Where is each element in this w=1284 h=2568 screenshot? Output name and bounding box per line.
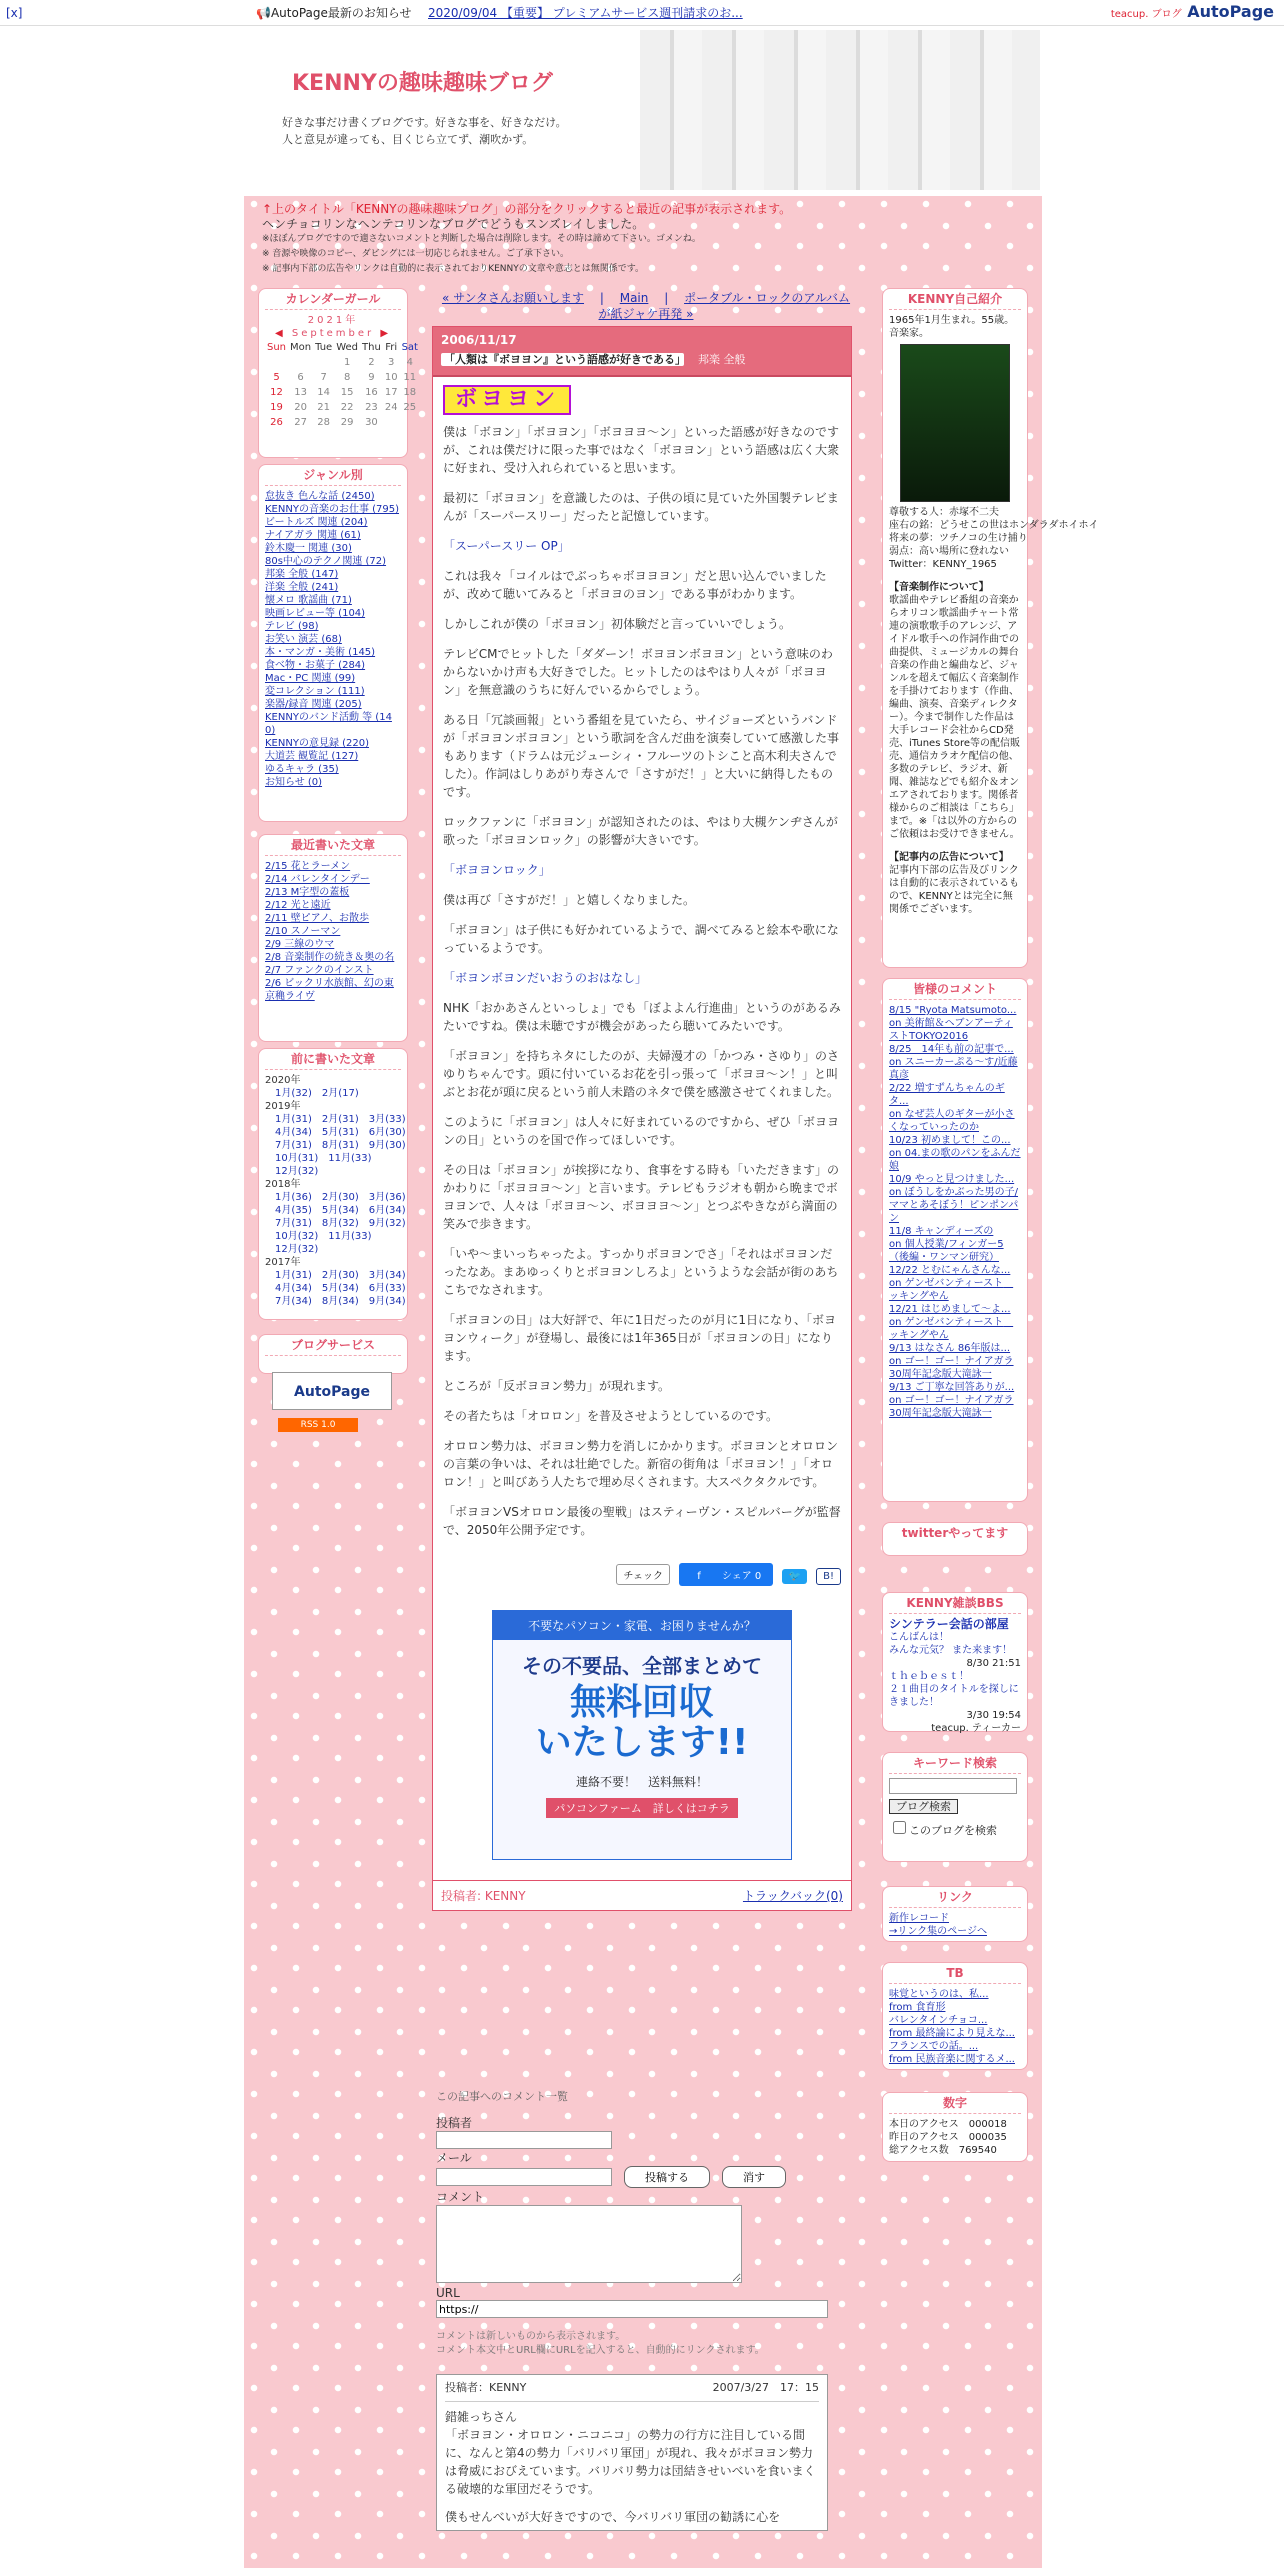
calendar-day (265, 355, 288, 370)
url-input[interactable] (436, 2300, 828, 2318)
post-navigation (436, 290, 856, 322)
calendar-day[interactable]: 8 (343, 372, 351, 383)
counter-yesterday-label: 昨日のアクセス (889, 2132, 959, 2143)
post-paragraph: 「ボヨヨンVSオロロン最後の聖戦」はスティーヴン・スピルバーグが監督で、2050年公開予定です。 (443, 1505, 841, 1537)
genre-item[interactable]: ビートルズ 関連 (204) (265, 517, 368, 528)
notice-line3: ※ほぼんブログですので適さないコメントと判断した場合は削除します。その時は諦めて下さい。ゴメンね。 (262, 234, 701, 244)
genre-item[interactable]: お知らせ (0) (265, 777, 323, 788)
mail-row (436, 2166, 846, 2188)
header-guitar-image (640, 30, 1040, 190)
archive-row: 10月(31) 11月(33) (275, 1153, 372, 1164)
calendar-day[interactable]: 19 (270, 402, 283, 413)
autopage-notice[interactable] (256, 0, 412, 26)
search-box (882, 1752, 1028, 1862)
blog-title[interactable]: KENNYの趣味趣味ブログ (292, 71, 553, 96)
post-paragraph: 「ボヨヨンの日」は大好評で、年に1日だったのが月に1日になり、「ボヨヨンウィーク」が登場し、最後には1年365日が「ボヨヨンの日」になります。 (443, 1313, 837, 1363)
genre-item[interactable]: 鈴木慶一 関連 (30) (265, 543, 352, 554)
genre-item[interactable]: 楽器/録音 関連 (205) (265, 699, 362, 710)
recent-post-item[interactable]: 2/10 スノーマン (265, 926, 341, 937)
recent-comment-item[interactable]: 9/13 ご丁寧な回答ありが... (889, 1382, 1015, 1393)
recent-post-item[interactable]: 2/6 ビックリ水族館、幻の東京穐ライヴ (265, 978, 394, 1002)
bio-line: 将来の夢：ツチノコの生け捕り (889, 533, 1028, 544)
recent-comments-title: 皆様のコメント (889, 983, 1021, 1000)
autopage-logo-prefix: teacup. ブログ (1110, 9, 1182, 20)
calendar-week (265, 370, 420, 385)
twitter-box[interactable] (882, 1522, 1028, 1556)
calendar-day[interactable]: 3 (388, 357, 395, 368)
bbs-box (882, 1592, 1028, 1732)
recent-comments-list (889, 1004, 1021, 1420)
counter-total-value: 769540 (958, 2145, 997, 2156)
clear-comment-button[interactable]: 消す (722, 2166, 786, 2188)
submit-comment-button[interactable]: 投稿する (624, 2166, 710, 2188)
post-paragraph: オロロン勢力は、ボヨヨン勢力を消しにかかります。ボヨヨンとオロロンの言葉の争いは、それは壮絶でした。新宿の街角は「ボヨヨン！」「オロロン！」と叫びあう人たちで埋め尽くされます。大スペクタクルです。 (443, 1439, 839, 1489)
calendar-day[interactable]: 18 (403, 387, 417, 398)
profile-photo (900, 344, 1010, 502)
calendar-day[interactable]: 28 (317, 417, 331, 428)
genre-item[interactable]: 変コレクション (111) (265, 686, 365, 697)
calendar-day[interactable]: 5 (273, 372, 280, 383)
blog-description-line2: 人と意見が違っても、目くじら立てず、潮吹かず。 (282, 133, 534, 146)
share-bar (433, 1559, 851, 1590)
weekday-label: Sun (267, 342, 287, 353)
calendar-day[interactable]: 23 (365, 402, 378, 413)
profile-title: KENNY自己紹介 (889, 293, 1021, 310)
genre-item[interactable]: ゆるキャラ (35) (265, 764, 339, 775)
recent-comment-item[interactable]: 11/8 キャンディーズの (889, 1226, 994, 1237)
music-section-text: 歌謡曲やテレビ番組の音楽からオリコン歌謡曲チャート常連の演歌歌手のアレンジ、アイドル歌手への作詞作曲での曲提供、ミュージカルの舞台音楽の作曲と編曲など、ジャンルを超えて幅広く音楽制作を手掛けております（作曲、編曲、演奏、音楽ディレクター）。今まで制作した作品は大手レコード会社からCD発売、iTunes Store等の配信販売、通信カラオケ配信の他、多数のテレビ、ラジオ、新聞、雑誌などでも紹介＆オンエアされております。関係者様からのご相談は「こちら」まで。※「は以外の方からのご依頼はお受けできません。 (889, 595, 1021, 840)
calendar-day (383, 415, 400, 430)
archive-row: 2018年 (265, 1179, 301, 1190)
rss-badge[interactable]: RSS 1.0 (278, 1418, 358, 1432)
blog-description (282, 114, 622, 148)
genre-item[interactable]: KENNYの意見録 (220) (265, 738, 370, 749)
post-paragraph: ところが「反ボヨヨン勢力」が現れます。 (443, 1379, 671, 1393)
recent-comment-item[interactable]: on なぜ芸人のギターが小さくなっていったのか (889, 1109, 1015, 1133)
ad-head: 不要なパソコン・家電、お困りませんか？ (493, 1611, 791, 1640)
post-title: 「人類は『ボヨヨン』という語感が好きである」 (441, 353, 684, 366)
recent-post-item[interactable]: 2/7 ファンクのインスト (265, 965, 374, 976)
links-title: リンク (889, 1891, 1021, 1908)
recent-post-item[interactable]: 2/9 三線のウマ (265, 939, 335, 950)
ad-line2: 無料回収 (569, 1682, 714, 1723)
boyoyon-logo-image: ボヨヨン (443, 385, 571, 415)
trackback-title: TB (889, 1967, 1021, 1984)
megaphone-icon: 📢 (256, 6, 271, 20)
post-category[interactable]: 邦楽 全般 (698, 353, 746, 366)
post-paragraph: その日は「ボヨヨン」が挨拶になり、食事をする時も「いただきます」のかわりに「ボヨヨヨ～ン」と言います。テレビもラジオも朝から晩までボヨヨンで、人々は「ボヨヨ～ン、ボヨヨヨ～ン」とつぶやきながら満面の笑みで歩きます。 (443, 1163, 840, 1231)
comment-notes (436, 2330, 846, 2358)
weekday-label: Sat (401, 342, 418, 353)
calendar-table (265, 340, 420, 430)
post-paragraph: 最初に「ボヨヨン」を意識したのは、子供の頃に見ていた外国製テレビまんが「スーパースリー」だったと記憶しています。 (443, 491, 839, 523)
calendar-month: September (291, 328, 375, 339)
genre-item[interactable]: 邦楽 全般 (147) (265, 569, 339, 580)
blog-service-box (258, 1334, 408, 1374)
link-item[interactable]: 新作レコード (889, 1913, 949, 1924)
counter-title: 数字 (889, 2097, 1021, 2114)
weekday-label: Wed (336, 342, 359, 353)
post-paragraph: 僕は「ボヨン」「ボヨヨン」「ボヨヨヨ～ン」といった語感が好きなのですが、これは僕だけに限った事ではなく「ボヨヨン」という語感は広く大衆に好まれ、受け入れられていると思います。 (443, 425, 840, 475)
calendar-day[interactable]: 2 (368, 357, 375, 368)
recent-comment-item[interactable]: on 04.まの歌のパンをふんだ娘 (889, 1148, 1021, 1172)
bio-line: Twitter：KENNY_1965 (889, 559, 997, 570)
search-this-blog-label: このブログを検索 (909, 1823, 997, 1837)
trackback-item[interactable]: from 最終論により見えな... (889, 2028, 1015, 2039)
genre-item[interactable]: KENNYの音楽のお仕事 (795) (265, 504, 400, 515)
calendar-weekdays (265, 340, 420, 355)
search-this-blog (889, 1818, 1021, 1837)
ad-line3: いたします!! (535, 1722, 749, 1763)
comment-body-line: 錯雑っちさん (445, 2410, 518, 2424)
archive-row: 1月(31) 2月(31) 3月(33) (275, 1114, 406, 1125)
genre-box (258, 464, 408, 822)
name-input[interactable] (436, 2131, 612, 2149)
close-topbar-button[interactable]: [x] (6, 6, 23, 20)
nav-separator: | (587, 291, 616, 305)
calendar-day[interactable]: 15 (340, 387, 354, 398)
post-paragraph: 僕は再び「さすがだ！」と嬉しくなりました。 (443, 893, 696, 907)
calendar-day[interactable]: 10 (384, 372, 398, 383)
post-paragraph: テレビCMでヒットした「ダダーン！ボヨヨンボヨヨン」という意味のわからないかけ声も大好きでした。ヒットしたのはやはり人々が「ボヨヨン」を無意識のうちに好んでいるからでしょう。 (443, 647, 833, 697)
comment-date: 2007/3/27 17：15 (712, 2381, 819, 2394)
bbs-message: こんばんは！ (889, 1632, 949, 1643)
archive-row: 2017年 (265, 1257, 301, 1268)
archive-row: 7月(34) 8月(34) 9月(34) (275, 1296, 406, 1307)
twitter-title: twitterやってます (901, 1526, 1009, 1540)
mail-input[interactable] (436, 2168, 612, 2186)
prev-post-link[interactable]: « サンタさんお願いします (441, 291, 585, 305)
genre-item[interactable]: お笑い 演芸 (68) (265, 634, 342, 645)
post-paragraphs (443, 423, 841, 1539)
links-box (882, 1886, 1028, 1942)
calendar-day (400, 415, 420, 430)
calendar-week (265, 355, 420, 370)
genre-item[interactable]: 洋楽 全般 (241) (265, 582, 339, 593)
genre-title: ジャンル別 (265, 469, 401, 486)
post-paragraph: NHK「おかあさんといっしょ」でも「ぼよよん行進曲」というのがあるみたいですね。僕は未聴ですが機会があったら聴いてみたいです。 (443, 1001, 841, 1033)
post-paragraph: 「ボヨヨン」を持ちネタにしたのが、夫婦漫才の「かつみ・さゆり」のさゆりちゃんです。頭に付いているお花を引っ張って「ボヨヨ～ン！」と叫ぶとお花が頭に戻るという前人未踏のネタで僕を感激させてくれました。 (443, 1049, 840, 1099)
recent-comment-item[interactable]: on スニーカーぷる～す/近藤真彦 (889, 1057, 1018, 1081)
post-body (433, 377, 851, 1559)
trackback-item[interactable]: from 食育形 (889, 2002, 946, 2013)
bbs-head[interactable]: シンテラー会話の部屋 (889, 1617, 1009, 1631)
profile-line2: 音楽家。 (889, 328, 929, 339)
post-paragraph: これは我々「コイルはでぶっちゃボヨヨヨン」だと思い込んでいましたが、改めて聴いてみると「ボヨヨのヨン」である事がわかります。 (443, 569, 827, 601)
search-input[interactable] (889, 1778, 1017, 1794)
counter-total-label: 総アクセス数 (889, 2145, 949, 2156)
comment-note2: コメント本文中とURL欄にURLを記入すると、自動的にリンクされます。 (436, 2345, 765, 2356)
recent-comment-item[interactable]: 8/25 14年も前の記事で... (889, 1044, 1014, 1055)
calendar-day[interactable]: 25 (403, 402, 417, 413)
comment-item (436, 2374, 828, 2531)
recent-comment-item[interactable]: 10/23 初めまして！この... (889, 1135, 1011, 1146)
calendar-day[interactable]: 22 (340, 402, 354, 413)
archive-row: 1月(36) 2月(30) 3月(36) (275, 1192, 406, 1203)
blog-post (432, 326, 852, 1911)
recent-comment-item[interactable]: on ゲンゼバンティースト ッキングやん (889, 1317, 1014, 1341)
calendar-day[interactable]: 9 (368, 372, 375, 383)
notice-line1: ↑上のタイトル「KENNYの趣味趣味ブログ」の部分をクリックすると最近の記事が表示されます。 (262, 202, 792, 216)
autopage-news-link[interactable]: 2020/09/04 【重要】 プレミアムサービス週刊請求のお... (428, 6, 743, 20)
archive-row: 7月(31) 8月(32) 9月(32) (275, 1218, 406, 1229)
search-title: キーワード検索 (889, 1757, 1021, 1774)
recent-comment-item[interactable]: on 個人授業/フィンガー5（後編・ワンマン研究） (889, 1239, 1004, 1263)
comment-textarea[interactable] (436, 2205, 742, 2283)
comment-body-line: 僕もせんべいが大好きですので、今バリバリ軍団の勧誘に心を (445, 2510, 781, 2524)
recent-comment-item[interactable]: 9/13 はなさん 86年版は... (889, 1343, 1011, 1354)
genre-item[interactable]: 映画レビュー等 (104) (265, 608, 366, 619)
ad-section-text: 記事内下部の広告及びリンクは自動的に表示されているもので、KENNYとは完全に無関係でございます。 (889, 865, 1019, 915)
bio-line: 弱点：高い場所に登れない (889, 546, 1009, 557)
calendar-day (288, 355, 313, 370)
facebook-share-button[interactable] (679, 1563, 773, 1586)
archive-row: 12月(32) (275, 1166, 319, 1177)
bio-line: 尊敬する人：赤塚不二夫 (889, 507, 999, 518)
calendar-day[interactable]: 29 (340, 417, 354, 428)
counter-today-value: 000018 (968, 2119, 1007, 2130)
counter-total (889, 2144, 1021, 2157)
recent-comment-item[interactable]: on ゴー！ゴー！ナイアガラ 30周年記念版大滝詠一 (889, 1356, 1014, 1380)
main-link[interactable]: Main (619, 291, 649, 305)
recent-posts-list (265, 860, 401, 1003)
weekday-label: Mon (290, 342, 312, 353)
weekday-label: Tue (315, 342, 333, 353)
trackback-item[interactable]: from 民族音楽に関するメ... (889, 2054, 1015, 2065)
calendar-day[interactable]: 7 (320, 372, 327, 383)
calendar-title: カレンダーガール (265, 293, 401, 310)
comments-section (436, 2088, 846, 2531)
notice-line2: ヘンチョコリンなヘンテコリンなブログでどうもスンズレイしました。 (262, 217, 645, 231)
calendar-box (258, 288, 418, 458)
facebook-icon: f (697, 1571, 701, 1582)
recent-comment-item[interactable]: 12/22 とむにゃんさんな... (889, 1265, 1011, 1276)
recent-posts-box (258, 834, 408, 1042)
post-footer (433, 1880, 851, 1910)
counter-today-label: 本日のアクセス (889, 2119, 959, 2130)
genre-item[interactable]: Mac・PC 関連 (99) (265, 673, 356, 684)
weekday-label: Fri (385, 342, 398, 353)
calendar-day[interactable]: 12 (270, 387, 283, 398)
music-section-title: 【音楽制作について】 (889, 582, 989, 593)
archive-list (265, 1074, 406, 1308)
archive-row: 2020年 (265, 1075, 301, 1086)
notice-line5: ※ 記事内下部の広告やリンクは自動的に表示されておりKENNYの文章や意志とは無関係です。 (262, 264, 645, 274)
notice-line4: ※ 音源や映像のコピー、ダビングには一切応じられません。ご了承下さい。 (262, 249, 570, 259)
calendar-day[interactable]: 16 (365, 387, 378, 398)
genre-item[interactable]: テレビ (98) (265, 621, 319, 632)
post-paragraph: ロックファンに「ボヨヨン」が認知されたのは、やはり大槻ケンヂさんが歌った「ボヨヨンロック」の影響が大きいです。 (443, 815, 838, 847)
calendar-day (313, 355, 334, 370)
post-title-row (433, 349, 851, 377)
recent-comment-item[interactable]: on ぼうしをかぶった男の子/ママとあそぼう！ピンポンパン (889, 1187, 1019, 1224)
comment-header (445, 2379, 819, 2402)
genre-item[interactable]: 大道芸 観覧記 (127) (265, 751, 359, 762)
archive-box (258, 1048, 408, 1320)
bbs-message: みんな元気？ また来ます！ (889, 1645, 1013, 1656)
genre-item[interactable]: 0) (265, 725, 276, 736)
counter-box (882, 2092, 1028, 2162)
archive-row: 12月(32) (275, 1244, 319, 1255)
post-paragraph: このように「ボヨヨン」は人々に好まれているのですから、ぜひ「ボヨヨンの日」というのを国で作ってほしいです。 (443, 1115, 840, 1147)
archive-row: 2019年 (265, 1101, 301, 1112)
recent-comment-item[interactable]: 12/21 はじめまして～よ... (889, 1304, 1011, 1315)
genre-item[interactable]: 本・マンガ・美術 (145) (265, 647, 376, 658)
ad-line1: その不要品、全部まとめて (522, 1654, 762, 1678)
trackback-link[interactable]: トラックバック(0) (742, 1889, 843, 1903)
trackback-item[interactable]: 味覚というのは、私... (889, 1989, 989, 2000)
calendar-week (265, 385, 420, 400)
archive-row: 1月(32) 2月(17) (275, 1088, 359, 1099)
recent-post-item[interactable]: 2/12 光と遠近 (265, 900, 331, 911)
nav-separator: | (652, 291, 681, 305)
calendar-day[interactable]: 26 (270, 417, 283, 428)
calendar-day[interactable]: 1 (343, 357, 351, 368)
genre-item[interactable]: 食べ物・お菓子 (284) (265, 660, 366, 671)
facebook-share-label: シェア 0 (721, 1571, 762, 1582)
recent-post-item[interactable]: 2/15 花とラーメン (265, 861, 351, 872)
autopage-logo[interactable] (1111, 2, 1274, 25)
blog-notice (262, 202, 1032, 277)
calendar-week (265, 415, 420, 430)
calendar-day[interactable]: 6 (297, 372, 304, 383)
calendar-day[interactable]: 30 (365, 417, 378, 428)
genre-list (265, 490, 401, 789)
post-video-link[interactable]: 「ボヨヨンロック」 (443, 863, 551, 877)
archive-title: 前に書いた文章 (265, 1053, 401, 1070)
recent-comment-item[interactable]: on ゲンゼバンティースト ッキングやん (889, 1278, 1014, 1302)
bio-line: 座右の銘：どうせこの世はホンダラダホイホイ (889, 520, 1099, 531)
blog-description-line1: 好きな事だけ書くブログです。好きな事を、好きなだけ。 (282, 116, 567, 129)
twitter-bird-icon[interactable]: 🐦 (782, 1569, 806, 1584)
genre-item[interactable]: 懐メロ 歌謡曲 (71) (265, 595, 352, 606)
trackback-box (882, 1962, 1028, 2070)
archive-row: 7月(31) 8月(31) 9月(30) (275, 1140, 406, 1151)
calendar-year: 2021年 (307, 315, 359, 326)
recent-post-item[interactable]: 2/11 壁ピアノ、お散歩 (265, 913, 370, 924)
calendar-day[interactable]: 4 (406, 357, 413, 368)
autopage-badge[interactable]: AutoPage (272, 1372, 392, 1410)
archive-row: 4月(34) 5月(31) 6月(30) (275, 1127, 406, 1138)
counter-yesterday-value: 000035 (968, 2132, 1007, 2143)
post-paragraph: ある日「冗談画報」という番組を見ていたら、サイジョーズというバンドが「ボヨヨンボヨヨン」という歌詞を含んだ曲を演奏していて感激した事もあります（ドラムは元ジューシィ・フルーツのトシこと高木利夫さんでした）。作詞はしりあがり寿さんで「さすがだ！」と大いに納得したものです。 (443, 713, 840, 799)
calendar-day[interactable]: 24 (384, 402, 398, 413)
next-month-icon[interactable]: ▶ (380, 328, 392, 339)
recent-comment-item[interactable]: on 美術館＆ヘブンアーティストTOKYO2016 (889, 1018, 1013, 1042)
recent-post-item[interactable]: 2/13 M字型の蓋板 (265, 887, 350, 898)
prev-month-icon[interactable]: ◀ (274, 328, 286, 339)
ad-line4: 連絡不要！ 送料無料！ (575, 1775, 708, 1789)
profile-bio (889, 506, 1099, 571)
counter-today (889, 2118, 1021, 2131)
ad-section-title: 【記事内の広告について】 (889, 852, 1009, 863)
profile-line1: 1965年1月生まれ。55歳。 (889, 315, 1015, 326)
bbs-time: 3/30 19:54 (966, 1710, 1021, 1721)
archive-row: 1月(31) 2月(30) 3月(34) (275, 1270, 406, 1281)
recent-posts-title: 最近書いた文章 (265, 839, 401, 856)
autopage-logo-text: AutoPage (1187, 2, 1274, 21)
mail-label: メール (436, 2151, 472, 2165)
recent-post-item[interactable]: 2/14 バレンタインデー (265, 874, 370, 885)
name-label: 投稿者 (436, 2116, 473, 2130)
post-paragraph: しかしこれが僕の「ボヨヨン」初体験だと言っていいでしょう。 (443, 617, 792, 631)
blog-page (244, 26, 1099, 2568)
post-author[interactable]: 投稿者: KENNY (441, 1889, 526, 1903)
link-item[interactable]: →リンク集のページへ (889, 1926, 987, 1937)
bookmark-icon[interactable]: B! (816, 1568, 841, 1585)
genre-item[interactable]: 怠抜き 色んな話 (2450) (265, 491, 375, 502)
next-post-link[interactable]: ポータブル・ロックのアルバムが紙ジャケ再発 » (598, 291, 851, 321)
archive-row: 4月(35) 5月(34) 6月(34) (275, 1205, 406, 1216)
calendar-day[interactable]: 20 (294, 402, 307, 413)
calendar-day[interactable]: 13 (294, 387, 307, 398)
blog-header (244, 26, 1042, 196)
check-button[interactable]: チェック (616, 1564, 670, 1585)
url-label: URL (436, 2286, 460, 2300)
blog-service-title: ブログサービス (265, 1339, 401, 1356)
search-this-blog-checkbox[interactable] (893, 1821, 906, 1834)
post-paragraph: 「いや～まいっちゃったよ。すっかりボヨヨンでさ」「それはボヨヨンだったなあ。まあゆっくりとボヨヨンしろよ」というような会話が街のあちこちでなされます。 (443, 1247, 839, 1297)
comment-note1: コメントは新しいものから表示されます。 (436, 2331, 626, 2342)
post-date: 2006/11/17 (433, 327, 851, 349)
calendar-day[interactable]: 14 (317, 387, 331, 398)
recent-comment-item[interactable]: 2/22 増すずんちゃんのギタ... (889, 1083, 1005, 1107)
archive-row: 10月(32) 11月(33) (275, 1231, 372, 1242)
profile-box (882, 288, 1099, 968)
archive-row: 4月(34) 5月(34) 6月(33) (275, 1283, 406, 1294)
bbs-message: ｔｈｅｂｅｓｔ！ (889, 1671, 969, 1682)
blog-search-button[interactable]: ブログ検索 (889, 1799, 958, 1814)
calendar-day[interactable]: 27 (294, 417, 307, 428)
comments-title: この記事へのコメント一覧 (436, 2090, 568, 2103)
trackback-item[interactable]: フランスでの話。... (889, 2041, 979, 2052)
bbs-powered: teacup. ティーカー (931, 1723, 1021, 1734)
bbs-title: KENNY雑談BBS (889, 1597, 1021, 1614)
calendar-day[interactable]: 17 (384, 387, 398, 398)
comment-author: 投稿者：KENNY (445, 2381, 527, 2394)
post-video-link[interactable]: 「スーパースリー OP」 (443, 539, 570, 553)
bbs-message: ２１曲目のタイトルを探しにきました！ (889, 1684, 1019, 1708)
counter-yesterday (889, 2131, 1021, 2144)
post-video-link[interactable]: 「ボヨンボヨンだいおうのおはなし」 (443, 971, 648, 985)
autopage-notice-label: AutoPage最新のお知らせ (270, 6, 412, 20)
trackback-item[interactable]: バレンタインチョコ... (889, 2015, 988, 2026)
calendar-day[interactable]: 11 (403, 372, 417, 383)
trackback-list (889, 1988, 1021, 2066)
comment-label: コメント (436, 2190, 485, 2204)
calendar-day[interactable]: 21 (317, 402, 331, 413)
recent-comment-item[interactable]: 10/9 やっと見つけました... (889, 1174, 1015, 1185)
autopage-topbar (0, 0, 1284, 26)
recent-comment-item[interactable]: on ゴー！ゴー！ナイアガラ 30周年記念版大滝詠一 (889, 1395, 1014, 1419)
weekday-label: Thu (362, 342, 381, 353)
ad-line5: パソコンファーム 詳しくはコチラ (546, 1798, 738, 1818)
genre-item[interactable]: ナイアガラ 関連 (61) (265, 530, 361, 541)
calendar-month-row (265, 327, 401, 340)
recent-post-item[interactable]: 2/8 音楽制作の続き＆奥の名 (265, 952, 395, 963)
recent-comments-box (882, 978, 1028, 1502)
genre-item[interactable]: KENNYのバンド活動 等 (14 (265, 712, 392, 723)
recent-comment-item[interactable]: 8/15 "Ryota Matsumoto... (889, 1005, 1017, 1016)
advertisement[interactable] (492, 1610, 792, 1860)
comment-body-line: 「ボヨヨン・オロロン・ニコニコ」の勢力の行方に注目している間に、なんと第4の勢力「バリバリ軍団」が現れ、我々がボヨヨン勢力は脅威におびえています。バリバリ勢力は団結きせいべいを食いまくる破壊的な軍団だそうです。 (445, 2428, 816, 2496)
post-paragraph: 「ボヨヨン」は子供にも好かれているようで、調べてみると絵本や歌になっているようです。 (443, 923, 839, 955)
bbs-time: 8/30 21:51 (966, 1658, 1021, 1669)
calendar-week (265, 400, 420, 415)
genre-item[interactable]: 80s中心のテクノ関連 (72) (265, 556, 387, 567)
post-paragraph: その者たちは「オロロン」を普及させようとしているのです。 (443, 1409, 779, 1423)
